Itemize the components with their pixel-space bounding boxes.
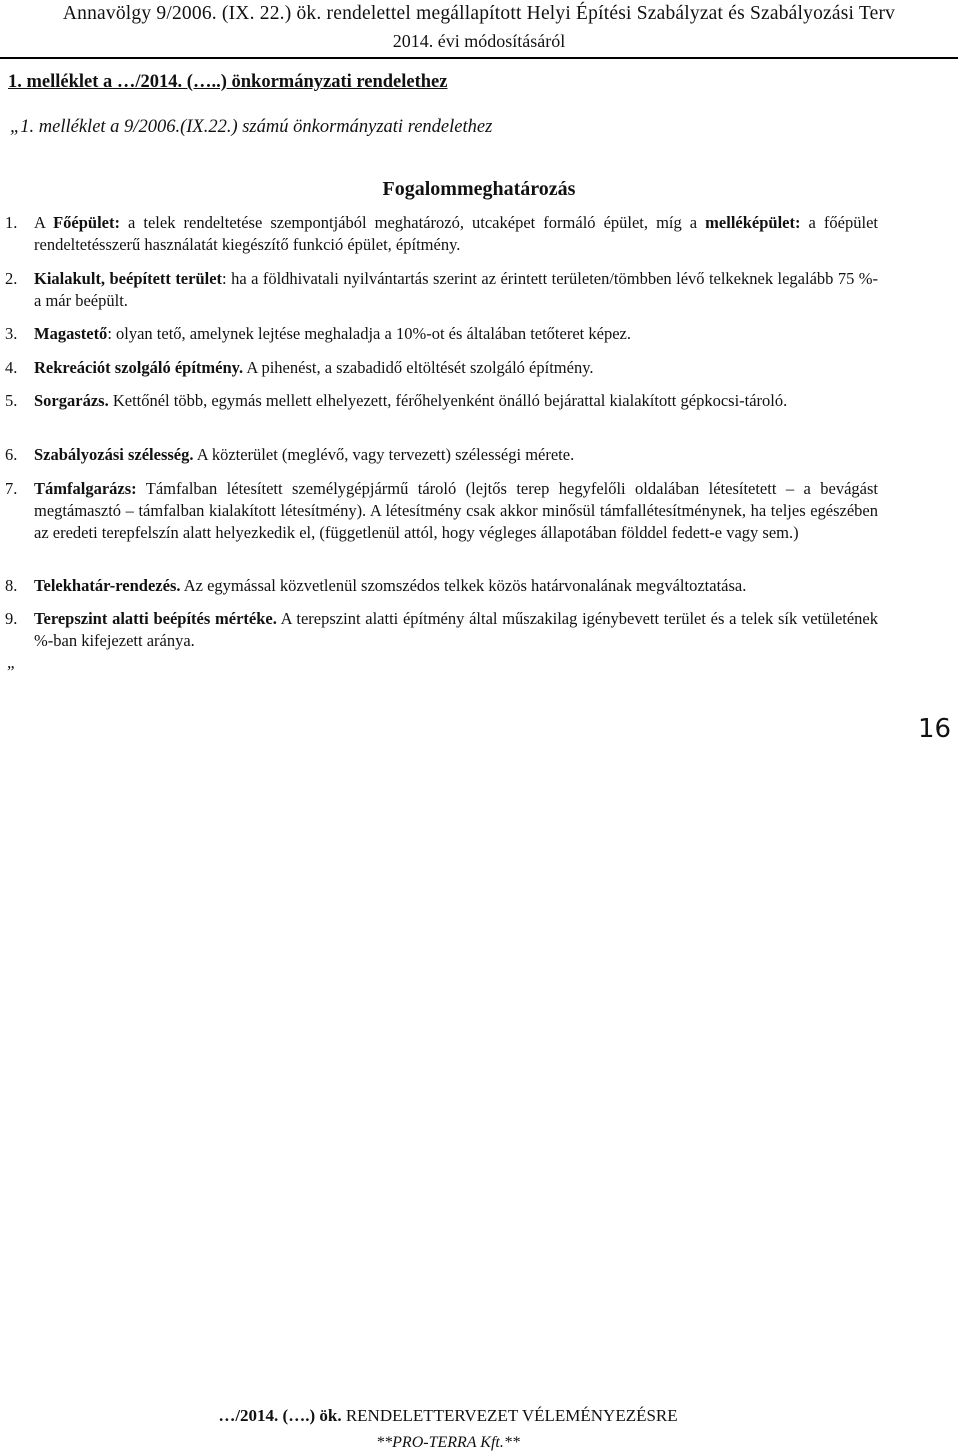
section-title: Fogalommeghatározás: [382, 178, 576, 200]
term: Kialakult, beépített terület: [34, 269, 223, 288]
item-text: Rekreációt szolgáló építmény. A pihenést, a szabadidő eltöltését szolgáló építmény.: [34, 358, 594, 377]
header-subtitle: 2014. évi módosításáról: [392, 31, 566, 51]
term: Szabályozási szélesség.: [34, 445, 194, 464]
footer-regulation-ref: …/2014. (….) ök.: [218, 1406, 342, 1425]
annex-title: 1. melléklet a …/2014. (…..) önkormányzati rendelethez: [8, 72, 448, 92]
quoted-annex-title: „1. melléklet a 9/2006.(IX.22.) számú önkormányzati rendelethez: [10, 117, 493, 137]
item-text: Magastető: olyan tető, amelynek lejtése meghaladja a 10%-ot és általában tetőteret képez.: [34, 324, 631, 343]
item-text: A Főépület: a telek rendeltetése szempontjából meghatározó, utcaképet formáló épület, míg a melléképület: a főépület rendeltetésszerű használatát kiegészítő funkció épület, építmény.: [34, 213, 878, 254]
footer-title: [0, 1406, 896, 1426]
term: Főépület:: [53, 213, 120, 232]
term: Terepszint alatti beépítés mértéke.: [34, 609, 277, 628]
footer-company: **PRO-TERRA Kft.**: [376, 1434, 520, 1451]
item-number: 6.: [5, 445, 18, 464]
term: Magastető: [34, 324, 108, 343]
header-title: Annavölgy 9/2006. (IX. 22.) ök. rendelettel megállapított Helyi Építési Szabályzat és Szabályozási Terv: [62, 3, 896, 24]
item-number: 1.: [5, 213, 18, 232]
term: Támfalgarázs:: [34, 479, 137, 498]
term: melléképület:: [705, 213, 801, 232]
term: Telekhatár-rendezés.: [34, 576, 181, 595]
item-text: Kialakult, beépített terület: ha a földhivatali nyilvántartás szerint az érintett területen/tömbben lévő telkeknek legalább 75 %-a már beépült.: [34, 269, 879, 310]
item-text: Szabályozási szélesség. A közterület (meglévő, vagy tervezett) szélességi mérete.: [34, 445, 575, 464]
item-text: Támfalgarázs: Támfalban létesített személygépjármű tároló (lejtős terep hegyfelőli oldalában létesítetett – a bevágást megtámasztó – támfalban kialakított létesítmény). A létesítmény csak akkor minősül támfallétesítménynek, ha teljes egészében az eredeti terepfelszín alatt helyezkedik el, (függetlenül attól, hogy végleges állapotában földdel fedett-e vagy sem.): [34, 479, 878, 542]
item-number: 4.: [5, 358, 18, 377]
page-number: 16: [918, 714, 952, 744]
item-number: 2.: [5, 269, 18, 288]
item-number: 7.: [5, 479, 18, 498]
item-text: Sorgarázs. Kettőnél több, egymás mellett elhelyezett, férőhelyenként önálló bejárattal kialakított gépkocsi-tároló.: [34, 391, 788, 410]
item-text: Terepszint alatti beépítés mértéke. A terepszint alatti építmény által műszakilag igénybevett terület és a telek sík vetületének %-ban kifejezett aránya.: [34, 609, 879, 650]
closing-quote: ”: [7, 662, 15, 681]
footer-status: RENDELETTERVEZET VÉLEMÉNYEZÉSRE: [341, 1406, 678, 1425]
item-number: 5.: [5, 391, 18, 410]
item-number: 9.: [5, 609, 18, 628]
term: Rekreációt szolgáló építmény.: [34, 358, 244, 377]
item-text: Telekhatár-rendezés. Az egymással közvetlenül szomszédos telkek közös határvonalának megváltoztatása.: [34, 576, 747, 595]
header-divider: [0, 57, 958, 59]
item-number: 3.: [5, 324, 18, 343]
item-number: 8.: [5, 576, 18, 595]
term: Sorgarázs.: [34, 391, 109, 410]
